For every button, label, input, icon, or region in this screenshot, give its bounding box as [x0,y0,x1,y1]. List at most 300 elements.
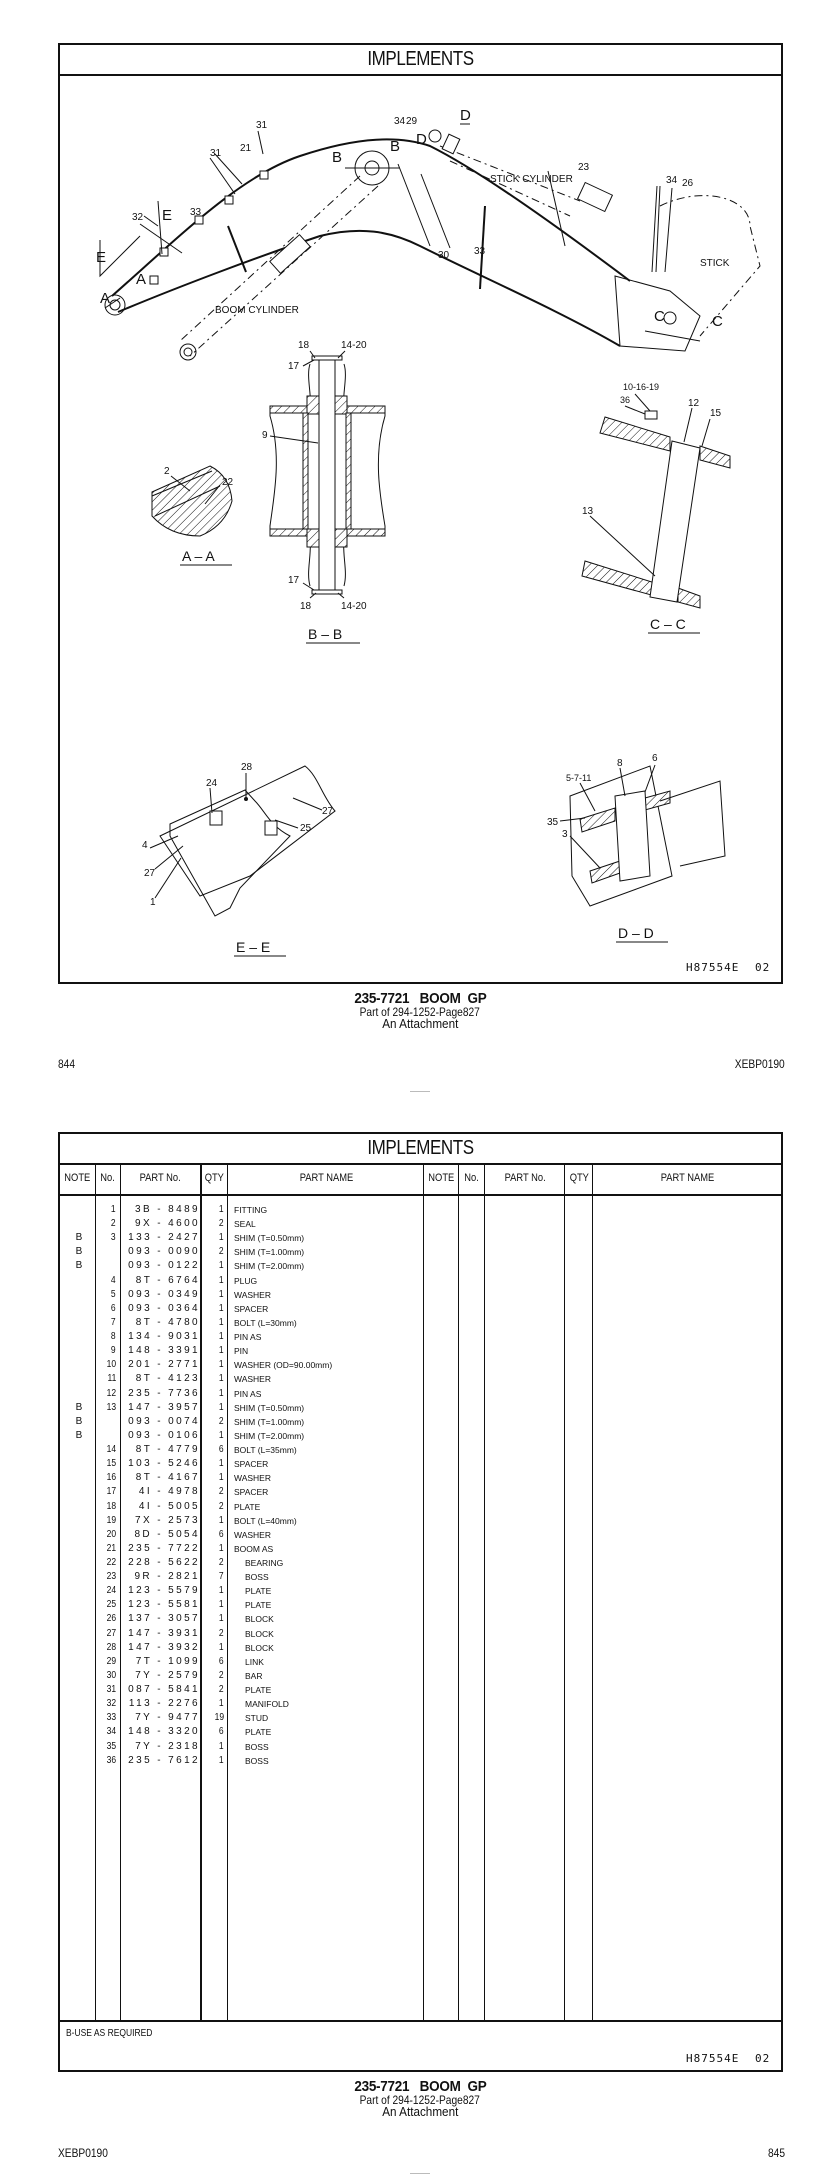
header-partname-right: PART NAME [660,1172,714,1184]
section-e-e [142,762,335,956]
table-row [60,1683,425,1697]
page-footer-mark [390,2172,450,2175]
drawing-ref [686,961,770,974]
table-row [60,1302,425,1316]
row-part-name: WASHER [234,1529,271,1540]
row-item-number: 10 [106,1359,116,1371]
table-row [60,1655,425,1669]
section-title-band [60,45,781,76]
row-item-number: 2 [111,1218,116,1230]
callout-14-20a: 14-20 [341,340,367,351]
callout-17b: 17 [288,575,300,586]
row-note: B [75,1429,83,1441]
header-qty-right: QTY [569,1172,589,1184]
section-label-d-d: D – D [618,925,654,941]
illustration-frame [58,43,783,984]
doc-code-text: XEBP0190 [735,1057,785,1071]
row-item-number: 27 [106,1627,116,1639]
callout-21: 21 [240,143,252,154]
row-part-number: 093 - 0090 [128,1246,200,1258]
section-d-d [547,753,725,942]
row-quantity: 1 [219,1542,224,1554]
row-note: B [75,1260,83,1272]
row-part-name: BLOCK [245,1614,274,1625]
row-item-number: 29 [106,1655,116,1667]
callout-10-16-19: 10-16-19 [623,382,660,392]
row-part-number: 147 - 3957 [128,1401,200,1413]
row-quantity: 1 [219,1429,224,1441]
header-partno-right: PART No. [504,1172,546,1184]
row-item-number: 31 [106,1684,116,1696]
col-sep [484,1163,485,2021]
row-quantity: 1 [219,1260,224,1272]
row-quantity: 2 [219,1557,224,1568]
page-number-845: 845 [767,2146,785,2160]
row-item-number: 9 [111,1345,116,1357]
row-item-number: 13 [106,1401,116,1413]
parts-list-frame [58,1132,783,2072]
row-item-number: 35 [106,1740,116,1752]
row-part-number: 087 - 5841 [128,1684,200,1696]
callout-1: 1 [150,897,156,908]
row-part-name: LINK [245,1656,264,1667]
section-mark-b1: B [332,149,343,166]
table-header [60,1163,781,1196]
section-c-c [582,382,730,633]
table-row [60,1711,425,1725]
row-note: B [75,1415,83,1427]
row-quantity: 2 [219,1218,224,1230]
callout-22: 22 [222,477,234,488]
row-quantity: 2 [219,1684,224,1696]
row-quantity: 1 [219,1387,224,1399]
row-item-number: 18 [106,1500,116,1512]
row-item-number: 11 [107,1373,116,1385]
row-part-name: SEAL [234,1219,256,1230]
callout-12: 12 [688,398,700,409]
section-mark-d2: D [460,107,471,124]
table-row [60,1217,425,1231]
callout-9: 9 [262,430,268,441]
section-b-b [262,340,385,643]
table-row [60,1330,425,1344]
row-quantity: 1 [219,1302,224,1314]
row-part-number: 3B - 8489 [135,1204,200,1215]
table-row [60,1203,425,1217]
row-part-name: BOOM AS [234,1543,274,1554]
boom-main-view [96,107,760,360]
callout-28: 28 [241,762,253,773]
callout-3: 3 [562,829,568,840]
header-no-left: No. [100,1172,115,1184]
row-note: B [75,1246,83,1258]
row-part-name: SHIM (T=2.00mm) [234,1430,305,1441]
table-row [60,1429,425,1443]
row-part-name: SPACER [234,1303,269,1314]
drawing-ref-code: H87554E [686,961,740,974]
callout-13: 13 [582,506,594,517]
row-quantity: 1 [219,1754,224,1766]
col-sep [458,1163,459,2021]
row-part-name: PLUG [234,1275,258,1286]
doc-code-left [58,2146,117,2160]
drawing-ref-code-2: H87554E [686,2052,740,2065]
row-part-name: SHIM (T=1.00mm) [234,1247,305,1258]
row-quantity: 1 [219,1585,224,1597]
row-part-number: 235 - 7722 [128,1542,200,1554]
table-row [60,1485,425,1499]
row-quantity: 1 [219,1698,224,1710]
row-quantity: 1 [219,1514,224,1526]
row-item-number: 6 [111,1302,116,1314]
row-part-number: 093 - 0349 [128,1288,200,1300]
row-part-number: 113 - 2276 [128,1698,200,1710]
row-part-number: 4I - 5005 [138,1500,200,1512]
row-quantity: 1 [219,1274,224,1286]
callout-27a: 27 [322,806,334,817]
header-note-right: NOTE [428,1172,455,1184]
callout-8: 8 [617,758,623,769]
drawing-rev-2: 02 [754,2052,771,2065]
row-item-number: 4 [111,1274,116,1286]
row-part-number: 7T - 1099 [135,1655,200,1667]
table-row [60,1584,425,1598]
row-part-number: 228 - 5622 [128,1557,200,1568]
boom-cylinder-label: BOOM CYLINDER [215,305,299,316]
header-partno-left: PART No. [139,1172,182,1184]
table-row [60,1556,425,1570]
doc-code-text-2: XEBP0190 [58,2146,108,2160]
caption-title-text-2: 235-7721 BOOM GP [353,2078,487,2095]
row-quantity: 2 [219,1500,224,1512]
callout-25: 25 [300,823,312,834]
row-item-number: 25 [106,1599,116,1611]
row-quantity: 6 [219,1444,224,1456]
caption-title-text: 235-7721 BOOM GP [353,990,487,1007]
boom-group-drawing [60,76,781,981]
row-quantity: 1 [219,1373,224,1385]
table-row [60,1457,425,1471]
row-item-number: 1 [111,1204,116,1215]
row-item-number: 23 [106,1571,116,1583]
table-row [60,1514,425,1528]
row-part-number: 4I - 4978 [138,1486,200,1498]
row-quantity: 1 [219,1401,224,1413]
row-quantity: 2 [219,1415,224,1427]
row-part-number: 133 - 2427 [128,1232,200,1244]
row-item-number: 26 [106,1613,116,1625]
row-part-name: PLATE [245,1727,272,1738]
row-note: B [75,1401,83,1413]
callout-24: 24 [206,778,218,789]
row-quantity: 1 [219,1613,224,1625]
table-row [60,1612,425,1626]
row-part-name: PIN AS [234,1332,262,1343]
row-part-number: 8T - 4123 [135,1373,200,1385]
row-item-number: 30 [106,1669,116,1681]
row-part-name: STUD [245,1713,269,1724]
row-part-name: SHIM (T=2.00mm) [234,1261,305,1272]
callout-26: 26 [682,178,694,189]
row-part-name: PIN [234,1346,249,1357]
callout-31a: 31 [210,148,222,159]
caption-title [0,991,840,1006]
table-row [60,1443,425,1457]
row-part-name: WASHER [234,1289,271,1300]
row-part-name: BOSS [245,1741,269,1752]
callout-35: 35 [547,817,559,828]
row-part-name: BEARING [245,1558,284,1568]
row-item-number: 22 [106,1557,116,1568]
row-part-name: WASHER [234,1473,271,1484]
row-quantity: 2 [219,1486,224,1498]
drawing-rev: 02 [754,961,771,974]
section-mark-d1: D [416,131,427,148]
section-label-e-e: E – E [236,939,271,955]
row-part-number: 7Y - 2579 [135,1669,200,1681]
row-quantity: 1 [219,1740,224,1752]
table-row [60,1669,425,1683]
row-part-name: BOLT (L=35mm) [234,1445,297,1456]
section-mark-e2: E [96,249,107,266]
row-item-number: 7 [111,1316,116,1328]
page-number-right [765,2146,785,2160]
stick-cylinder-label: STICK CYLINDER [490,174,573,185]
row-part-name: SHIM (T=1.00mm) [234,1416,305,1427]
row-item-number: 24 [106,1585,116,1597]
callout-6: 6 [652,753,658,764]
row-part-number: 148 - 3391 [128,1345,200,1357]
row-part-name: PLATE [234,1501,261,1512]
row-quantity: 1 [219,1204,224,1215]
parts-table-body [60,1203,425,2003]
col-sep [592,1163,593,2021]
callout-14-20b: 14-20 [341,601,367,612]
notes-area [60,2020,781,2074]
row-quantity: 2 [219,1627,224,1639]
footnote: B-USE AS REQUIRED [66,2028,153,2039]
callout-18a: 18 [298,340,310,351]
table-row [60,1231,425,1245]
row-item-number [96,1259,116,1273]
callout-30: 30 [438,250,450,261]
callout-34b: 34 [666,175,678,186]
section-title-band-2 [60,1134,781,1165]
row-quantity: 1 [219,1458,224,1470]
row-quantity: 1 [219,1288,224,1300]
row-item-number [96,1429,116,1443]
table-row [60,1471,425,1485]
row-item-number: 19 [106,1514,116,1526]
table-row [60,1542,425,1556]
row-part-number: 123 - 5579 [128,1585,200,1597]
row-item-number: 12 [106,1387,116,1399]
row-part-name: BOLT (L=40mm) [234,1515,297,1526]
table-row [60,1754,425,1768]
row-part-name: BOSS [245,1755,269,1766]
table-row [60,1358,425,1372]
row-note: B [75,1232,83,1244]
table-row [60,1528,425,1542]
row-part-name: WASHER (OD=90.00mm) [234,1360,333,1371]
row-part-name: SPACER [234,1459,269,1470]
row-part-number: 093 - 0106 [128,1429,200,1441]
table-row [60,1245,425,1259]
table-row [60,1274,425,1288]
row-item-number: 3 [111,1232,116,1244]
table-row [60,1316,425,1330]
row-quantity: 6 [219,1655,224,1667]
callout-23: 23 [578,162,590,173]
row-quantity: 6 [219,1726,224,1738]
callout-15: 15 [710,408,722,419]
section-mark-a2: A [136,271,147,288]
table-row [60,1387,425,1401]
table-row [60,1344,425,1358]
callout-5-7-11: 5-7-11 [566,773,592,783]
callout-36: 36 [620,395,631,405]
section-label-b-b: B – B [308,626,343,642]
section-a-a [152,466,234,565]
row-quantity: 6 [219,1528,224,1540]
caption-attachment-text: An Attachment [381,1016,459,1031]
row-item-number [96,1245,116,1259]
row-part-name: SHIM (T=0.50mm) [234,1233,305,1244]
row-part-name: BAR [245,1670,263,1681]
callout-33a: 33 [190,207,202,218]
page-number-844: 844 [58,1057,76,1071]
section-mark-c1: C [654,308,665,325]
caption-title-2 [0,2079,840,2094]
row-part-number: 8T - 4167 [135,1472,200,1484]
row-part-number: 7Y - 9477 [135,1712,200,1724]
row-item-number: 34 [106,1726,116,1738]
row-part-number: 147 - 3932 [128,1641,200,1653]
row-part-number: 137 - 3057 [128,1613,200,1625]
header-note-left: NOTE [64,1172,91,1184]
row-quantity: 1 [219,1232,224,1244]
row-quantity: 1 [219,1359,224,1371]
table-row [60,1259,425,1273]
row-part-number: 201 - 2771 [128,1359,200,1371]
callout-27b: 27 [144,868,156,879]
row-part-name: PIN AS [234,1388,262,1399]
row-item-number: 16 [106,1472,116,1484]
callout-31b: 31 [256,120,268,131]
table-row [60,1697,425,1711]
section-mark-e1: E [162,207,173,224]
row-quantity: 1 [219,1599,224,1611]
row-quantity: 1 [219,1331,224,1343]
callout-2: 2 [164,466,170,477]
section-label-c-c: C – C [650,616,686,632]
row-part-number: 235 - 7736 [128,1387,200,1399]
row-quantity: 1 [219,1641,224,1653]
table-row [60,1598,425,1612]
row-quantity: 2 [219,1246,224,1258]
row-part-name: BLOCK [245,1642,274,1653]
row-part-number: 7Y - 2318 [135,1740,200,1752]
section-label-a-a: A – A [182,548,215,564]
table-row [60,1641,425,1655]
row-part-number: 123 - 5581 [128,1599,200,1611]
row-part-number: 103 - 5246 [128,1458,200,1470]
section-title-2: IMPLEMENTS [367,1137,474,1159]
row-quantity: 1 [219,1472,224,1484]
header-qty-left: QTY [204,1172,225,1184]
row-part-number: 235 - 7612 [128,1754,200,1766]
row-item-number: 28 [106,1641,116,1653]
row-part-name: BOSS [245,1572,269,1583]
table-row [60,1415,425,1429]
section-title: IMPLEMENTS [367,48,474,70]
section-mark-a1: A [100,290,111,307]
row-part-number: 147 - 3931 [128,1627,200,1639]
row-quantity: 19 [214,1712,224,1724]
section-mark-b2: B [390,138,401,155]
caption-attachment [0,1017,840,1030]
row-part-number: 8T - 4779 [135,1444,200,1456]
row-part-number: 093 - 0122 [128,1260,200,1272]
callout-34a: 34 [394,116,406,127]
table-row [60,1740,425,1754]
callout-4: 4 [142,840,148,851]
callout-29: 29 [406,116,418,127]
row-item-number: 8 [111,1331,116,1343]
row-part-number: 9R - 2821 [134,1571,200,1583]
row-item-number: 36 [106,1754,116,1766]
row-item-number: 5 [111,1288,116,1300]
row-quantity: 2 [219,1669,224,1681]
row-part-number: 9X - 4600 [135,1218,200,1230]
row-part-name: SPACER [234,1487,269,1498]
caption-attachment-text-2: An Attachment [381,2104,459,2119]
callout-18b: 18 [300,601,312,612]
row-item-number: 32 [106,1698,116,1710]
row-part-name: BOLT (L=30mm) [234,1317,297,1328]
row-item-number: 21 [106,1542,116,1554]
row-part-name: FITTING [234,1205,268,1215]
row-item-number: 17 [106,1486,116,1498]
table-row [60,1570,425,1584]
row-item-number: 14 [106,1444,116,1456]
table-row [60,1725,425,1739]
table-row [60,1372,425,1386]
row-part-name: PLATE [245,1685,272,1696]
row-part-number: 148 - 3320 [128,1726,200,1738]
drawing-ref-2 [686,2052,770,2065]
caption-subtitle-text-2: Part of 294-1252-Page827 [359,2093,481,2107]
header-partname-left: PART NAME [299,1172,353,1184]
row-item-number: 15 [106,1458,116,1470]
page-number-left [58,1057,78,1071]
stick-label: STICK [700,258,730,269]
table-row [60,1401,425,1415]
row-quantity: 7 [219,1571,224,1583]
row-part-number: 8T - 4780 [135,1316,200,1328]
doc-code-right [726,1057,785,1071]
table-row [60,1500,425,1514]
header-no-right: No. [464,1172,480,1184]
caption-subtitle-text: Part of 294-1252-Page827 [359,1005,481,1019]
row-part-number: 8D - 5054 [134,1528,200,1540]
row-quantity: 1 [219,1316,224,1328]
page-separator-mark [390,1090,450,1093]
section-mark-c2: C [712,313,723,330]
row-part-name: PLATE [245,1600,272,1611]
row-part-number: 134 - 9031 [128,1331,200,1343]
row-item-number [96,1415,116,1429]
